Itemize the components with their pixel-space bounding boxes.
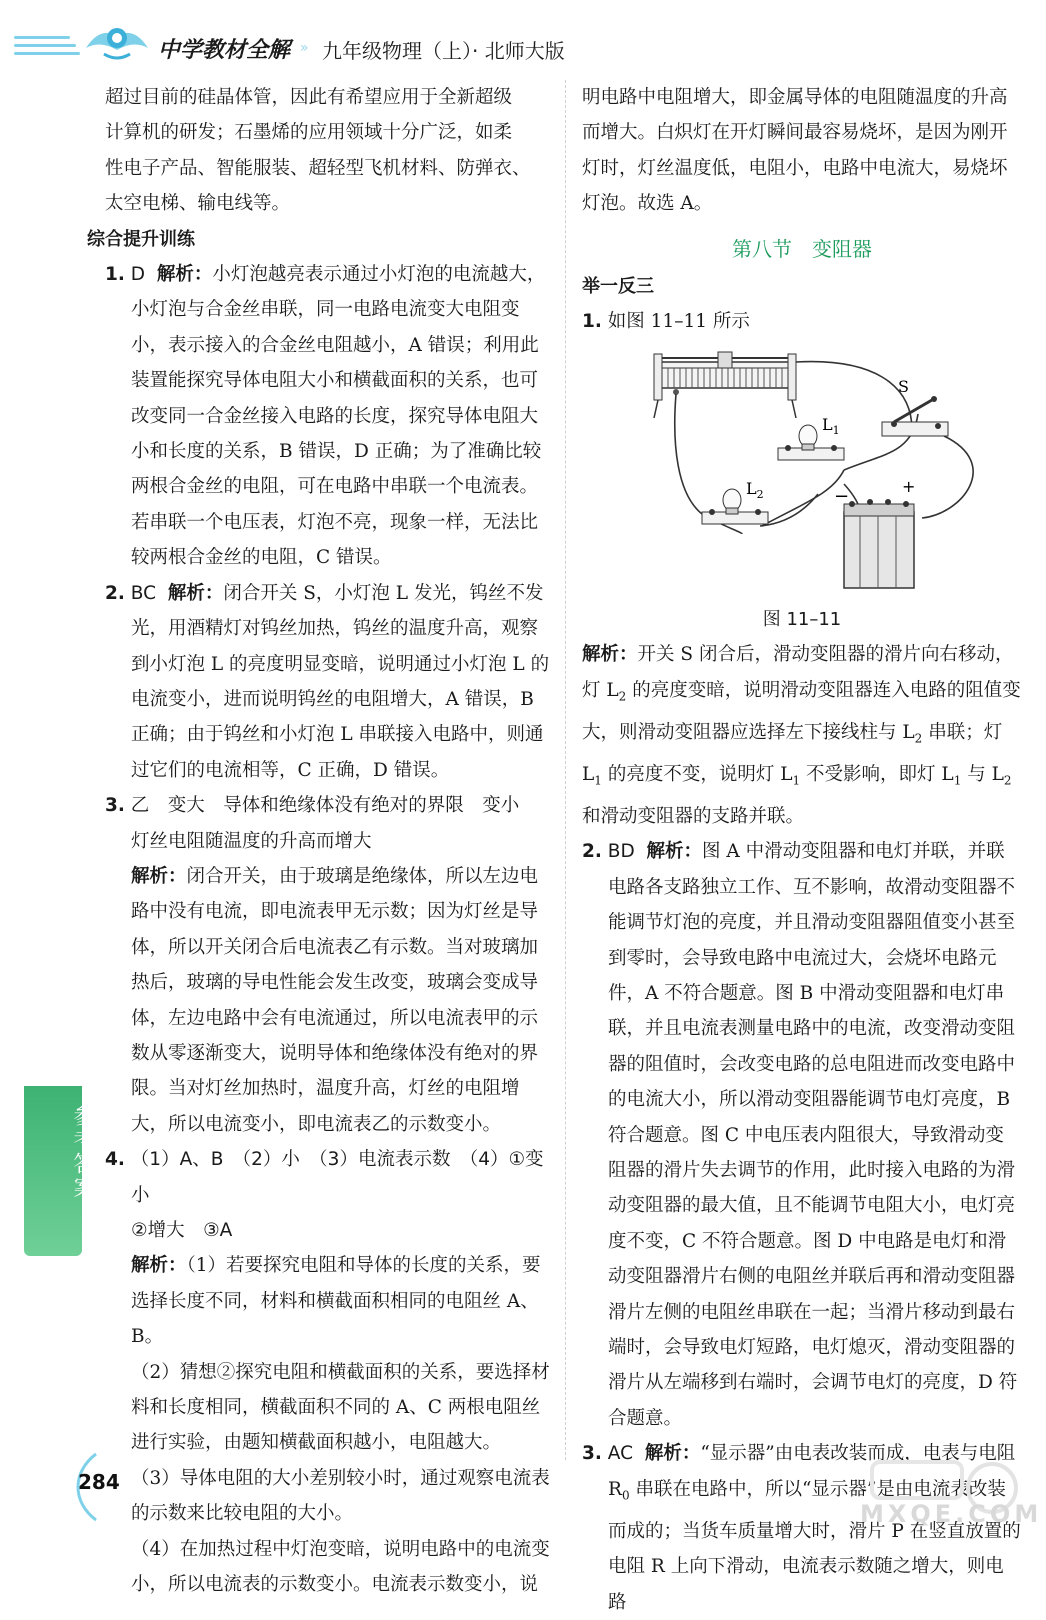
question-answer: AC [607,1443,634,1465]
intro-line: 计算机的研发；石墨烯的应用领域十分广泛，如柔 [105,122,513,144]
watermark-text: MXQE.COM [860,1500,1043,1528]
analysis-paragraph: （3）导体电阻的大小差别较小时，通过观察电流表的示数来比较电阻的大小。 [131,1467,550,1525]
question-2 [105,576,553,788]
question-number: 1. [582,311,602,333]
l1-label: $L_1$ [822,414,840,437]
page-header [0,0,1046,70]
page-number: 284 [78,1470,120,1494]
analysis-label: 解析： [167,582,224,604]
question-answer-cont: ②增大 ③A [131,1220,233,1241]
analysis-label: 解析： [582,644,638,666]
book-subtitle: 九年级物理（上）· 北师大版 [322,39,565,63]
analysis-label: 解析： [646,841,703,863]
analysis-paragraph: （2）猜想②探究电阻和横截面积的关系，要选择材料和长度相同，横截面积不同的 A、C 两根电阻丝进行实验，由题知横截面积越小，电阻越大。 [131,1361,550,1454]
book-title: 中学教材全解 [158,38,291,63]
analysis-text: 小灯泡越亮表示通过小灯泡的电流越大，小灯泡与合金丝串联，同一电路电流变大电阻变小，表示接入的合金丝电阻越小，A 错误；利用此装置能探究导体电阻大小和横截面积的关系，也可改变同一合金丝接入电路的长度，探究导体电阻大小和长度的关系，B 错误，D 正确；为了准确比较两根合金丝的电阻，可在电路中串联一个电流表。若串联一个电压表，灯泡不亮，现象一样，无法比较两根合金丝的电阻，C 错误。 [131,264,546,569]
question-answer: D [130,264,146,286]
question-4 [105,1142,553,1213]
circuit-figure [582,344,1022,602]
question-answer-cont: 灯丝电阻随温度的升高而增大 [131,830,372,852]
analysis-text: 闭合开关 S，小灯泡 L 发光，钨丝不发光，用酒精灯对钨丝加热，钨丝的温度升高，观察到小灯泡 L 的亮度明显变暗，说明通过小灯泡 L 的电流变小，进而说明钨丝的电阻增大，A 错误，B 正确；由于钨丝和小灯泡 L 串联接入电路中，则通过它们的电流相等，C 正确，D 错误。 [131,582,550,781]
question-number: 2. [105,582,125,604]
intro-line: 超过目前的硅晶体管，因此有希望应用于全新超级 [105,87,513,108]
intro-line: 性电子产品、智能服装、超轻型飞机材料、防弹衣、 [105,157,531,179]
battery-icon [844,499,914,588]
question-3: 3. AC 解析：“显示器”由电表改装而成，电表与电阻 $R_0$ 串联在电路中，所以“显示器”是由电流表改装而成的；当货车质量增大时，滑片 P 在竖直放置的电阻 R 上向下滑动，电流表示数随之增大，则电路 [582,1443,1021,1613]
question-answer: BD [607,841,635,863]
battery-plus: + [902,476,916,496]
question-lead: 如图 11–11 所示 [607,311,750,333]
side-tab-label: 参考答案 [70,1104,95,1200]
intro-line: 太空电梯、输电线等。 [105,193,291,215]
side-tab [24,1086,95,1256]
analysis-paragraph [105,1248,553,1354]
question-number: 3. [582,1443,602,1465]
analysis-paragraph: 解析：开关 S 闭合后，滑动变阻器的滑片向右移动，灯 $L_2$ 的亮度变暗，说明滑动变阻器连入电路的阻值变大，则滑动变阻器应选择左下接线柱与 $L_2$ 串联；灯 $L_1$ 的亮度不变，说明灯 $L_1$ 不受影响，即灯 $L_1$ 与 $L_2$ 和滑动变阻器的支路并联。 [582,644,1021,827]
section-title: 综合提升训练 [87,228,195,250]
chapter-title: 第八节 变阻器 [732,236,872,261]
analysis-label: 解析： [156,264,213,286]
analysis-label: 解析： [131,1255,187,1277]
analysis-text: （1）若要探究电阻和导体的长度的关系，要选择长度不同，材料和横截面积相同的电阻丝 A、B。 [131,1255,541,1348]
switch-icon [882,396,948,436]
question-2 [582,834,1022,1436]
switch-label: S [898,376,909,396]
section-title: 举一反三 [582,276,654,298]
header-separator-icon: » [300,40,309,56]
figure-caption: 图 11–11 [762,608,842,630]
analysis-text: 闭合开关，由于玻璃是绝缘体，所以左边电路中没有电流，即电流表甲无示数；因为灯丝是导体，所以开关闭合后电流表乙有示数。当对玻璃加热后，玻璃的导电性能会发生改变，玻璃会变成导体，左边电路中会有电流通过，所以电流表甲的示数从零逐渐变大，说明导体和绝缘体没有绝对的界限。当对灯丝加热时，温度升高，灯丝的电阻增大，所以电流变小，即电流表乙的示数变小。 [131,865,539,1135]
question-answer: BC [130,582,157,604]
question-number: 1. [105,264,125,286]
analysis-text: 图 A 中滑动变阻器和电灯并联，并联电路各支路独立工作、互不影响，故滑动变阻器不能调节灯泡的亮度，并且滑动变阻器阻值变小甚至到零时，会导致电路中电流过大，会烧坏电路元件，A 不符合题意。图 B 中滑动变阻器和电灯串联，并且电流表测量电路中的电流，改变滑动变阻器的阻值时，会改变电路的总电阻进而改变电路中的电流大小，所以滑动变阻器能调节电灯亮度，B 符合题意。图 C 中电压表内阻很大，导致滑动变阻器的滑片失去调节的作用，此时接入电路的为滑动变阻器的最大值，且不能调节电阻大小，电灯亮度不变，C 不符合题意。图 D 中电路是电灯和滑动变阻器滑片右侧的电阻丝并联后再和滑动变阻器滑片左侧的电阻丝串联在一起；当滑片移动到最右端时，会导致电灯短路，电灯熄灭，滑动变阻器的滑片从左端移到右端时，会调节电灯的亮度，D 符合题意。 [608,841,1018,1429]
continued-text: 明电路中电阻增大，即金属导体的电阻随温度的升高而增大。白炽灯在开灯瞬间最容易烧坏，是因为刚开灯时，灯丝温度低，电阻小，电路中电流大，易烧坏灯泡。故选 A。 [582,87,1008,215]
header-stripes [14,36,80,60]
analysis-label: 解析： [131,865,187,887]
question-3 [105,788,553,823]
question-1 [582,304,1022,339]
question-number: 3. [105,795,125,817]
question-answer: （1）A、B （2）小 （3）电流表示数 （4）①变小 [130,1149,544,1206]
right-column [582,80,1022,1620]
question-1 [105,257,553,576]
circuit-diagram [582,344,1022,602]
question-number: 2. [582,841,602,863]
analysis-paragraph: （4）在加热过程中灯泡变暗，说明电路中的电流变小，所以电流表的示数变小。电流表示数变小，说 [131,1538,550,1596]
question-number: 4. [105,1149,125,1171]
battery-minus: − [834,485,850,507]
question-answer: 乙 变大 导体和绝缘体没有绝对的界限 变小 [130,795,520,817]
analysis-paragraph [105,859,553,1142]
analysis-label: 解析： [644,1443,701,1465]
column-divider [565,80,566,1460]
l2-label: $L_2$ [746,478,764,501]
book-logo-icon [82,18,152,64]
